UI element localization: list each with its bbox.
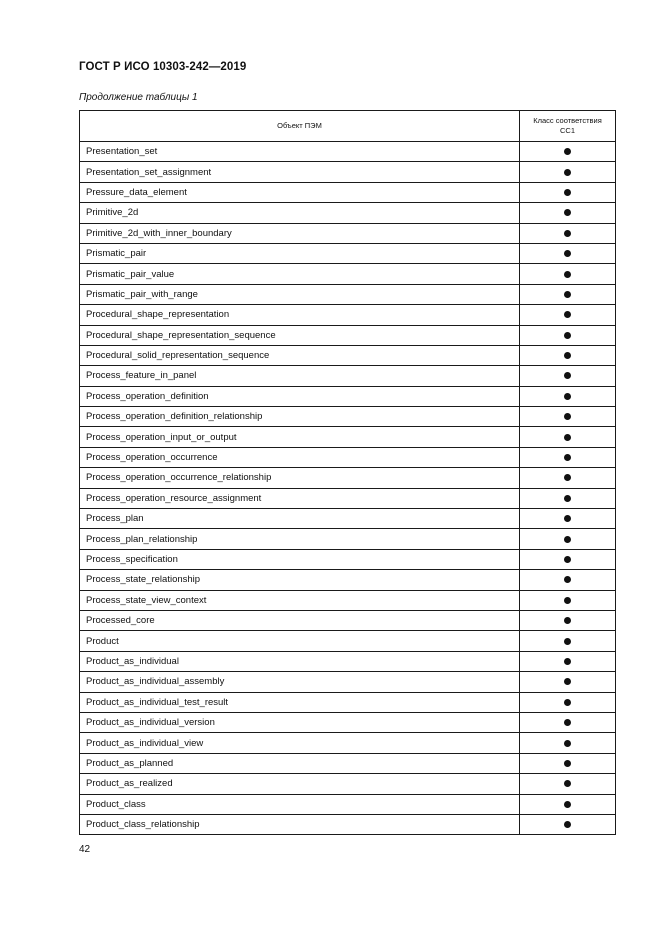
table-row bbox=[80, 284, 616, 304]
table-header-row bbox=[80, 111, 616, 142]
filled-circle-icon bbox=[564, 372, 571, 379]
table-row bbox=[80, 610, 616, 630]
filled-circle-icon bbox=[564, 821, 571, 828]
entity-name-cell: Process_operation_occurrence bbox=[80, 447, 520, 467]
entity-name-cell: Product_class_relationship bbox=[80, 814, 520, 834]
entity-name-cell: Process_operation_input_or_output bbox=[80, 427, 520, 447]
cc1-mark-cell bbox=[520, 774, 616, 794]
cc1-mark-cell bbox=[520, 447, 616, 467]
entity-name-cell: Product_as_individual bbox=[80, 651, 520, 671]
table-row bbox=[80, 774, 616, 794]
filled-circle-icon bbox=[564, 148, 571, 155]
column-header-class-line2: СС1 bbox=[559, 126, 575, 135]
filled-circle-icon bbox=[564, 780, 571, 787]
filled-circle-icon bbox=[564, 434, 571, 441]
cc1-mark-cell bbox=[520, 325, 616, 345]
table-row bbox=[80, 142, 616, 162]
table-row bbox=[80, 814, 616, 834]
column-header-class-line1: Класс соответствия bbox=[533, 116, 602, 125]
entity-name-cell: Pressure_data_element bbox=[80, 182, 520, 202]
cc1-mark-cell bbox=[520, 509, 616, 529]
entity-name-cell: Process_operation_definition bbox=[80, 386, 520, 406]
table-row bbox=[80, 427, 616, 447]
entity-name-cell: Procedural_shape_representation_sequence bbox=[80, 325, 520, 345]
entity-name-cell: Presentation_set_assignment bbox=[80, 162, 520, 182]
filled-circle-icon bbox=[564, 576, 571, 583]
cc1-mark-cell bbox=[520, 243, 616, 263]
entity-name-cell: Product_as_individual_view bbox=[80, 733, 520, 753]
table-row bbox=[80, 345, 616, 365]
table-row bbox=[80, 712, 616, 732]
entity-name-cell: Procedural_solid_representation_sequence bbox=[80, 345, 520, 365]
entity-name-cell: Procedural_shape_representation bbox=[80, 305, 520, 325]
filled-circle-icon bbox=[564, 495, 571, 502]
filled-circle-icon bbox=[564, 638, 571, 645]
filled-circle-icon bbox=[564, 291, 571, 298]
table-row bbox=[80, 447, 616, 467]
entity-name-cell: Process_feature_in_panel bbox=[80, 366, 520, 386]
table-row bbox=[80, 794, 616, 814]
filled-circle-icon bbox=[564, 536, 571, 543]
cc1-mark-cell bbox=[520, 529, 616, 549]
table-row bbox=[80, 692, 616, 712]
table-row bbox=[80, 325, 616, 345]
table-row bbox=[80, 529, 616, 549]
cc1-mark-cell bbox=[520, 407, 616, 427]
filled-circle-icon bbox=[564, 617, 571, 624]
cc1-mark-cell bbox=[520, 672, 616, 692]
cc1-mark-cell bbox=[520, 692, 616, 712]
cc1-mark-cell bbox=[520, 631, 616, 651]
cc1-mark-cell bbox=[520, 468, 616, 488]
filled-circle-icon bbox=[564, 230, 571, 237]
filled-circle-icon bbox=[564, 658, 571, 665]
filled-circle-icon bbox=[564, 699, 571, 706]
column-header-entity: Объект ПЭМ bbox=[80, 111, 520, 142]
table-row bbox=[80, 651, 616, 671]
entity-name-cell: Process_specification bbox=[80, 549, 520, 569]
cc1-mark-cell bbox=[520, 651, 616, 671]
filled-circle-icon bbox=[564, 719, 571, 726]
cc1-mark-cell bbox=[520, 610, 616, 630]
entity-name-cell: Process_operation_definition_relationship bbox=[80, 407, 520, 427]
cc1-mark-cell bbox=[520, 427, 616, 447]
entity-name-cell: Process_operation_occurrence_relationship bbox=[80, 468, 520, 488]
entity-name-cell: Product_as_planned bbox=[80, 753, 520, 773]
entity-name-cell: Presentation_set bbox=[80, 142, 520, 162]
filled-circle-icon bbox=[564, 760, 571, 767]
entity-name-cell: Product_as_realized bbox=[80, 774, 520, 794]
table-row bbox=[80, 733, 616, 753]
cc1-mark-cell bbox=[520, 733, 616, 753]
cc1-mark-cell bbox=[520, 264, 616, 284]
table-row bbox=[80, 549, 616, 569]
cc1-mark-cell bbox=[520, 488, 616, 508]
filled-circle-icon bbox=[564, 352, 571, 359]
table-caption: Продолжение таблицы 1 bbox=[79, 92, 198, 103]
filled-circle-icon bbox=[564, 556, 571, 563]
entity-name-cell: Process_state_view_context bbox=[80, 590, 520, 610]
entity-name-cell: Primitive_2d_with_inner_boundary bbox=[80, 223, 520, 243]
column-header-conformance-class bbox=[520, 111, 616, 142]
table-row bbox=[80, 468, 616, 488]
filled-circle-icon bbox=[564, 169, 571, 176]
entity-name-cell: Product bbox=[80, 631, 520, 651]
filled-circle-icon bbox=[564, 189, 571, 196]
cc1-mark-cell bbox=[520, 203, 616, 223]
cc1-mark-cell bbox=[520, 814, 616, 834]
entity-name-cell: Product_as_individual_assembly bbox=[80, 672, 520, 692]
table-row bbox=[80, 223, 616, 243]
table-row bbox=[80, 305, 616, 325]
filled-circle-icon bbox=[564, 515, 571, 522]
cc1-mark-cell bbox=[520, 753, 616, 773]
entity-name-cell: Product_as_individual_test_result bbox=[80, 692, 520, 712]
cc1-mark-cell bbox=[520, 223, 616, 243]
table-row bbox=[80, 590, 616, 610]
filled-circle-icon bbox=[564, 332, 571, 339]
table-row bbox=[80, 203, 616, 223]
filled-circle-icon bbox=[564, 740, 571, 747]
cc1-mark-cell bbox=[520, 305, 616, 325]
filled-circle-icon bbox=[564, 209, 571, 216]
table-row bbox=[80, 366, 616, 386]
entity-name-cell: Primitive_2d bbox=[80, 203, 520, 223]
filled-circle-icon bbox=[564, 678, 571, 685]
entity-name-cell: Process_plan_relationship bbox=[80, 529, 520, 549]
table-body bbox=[80, 142, 616, 835]
cc1-mark-cell bbox=[520, 570, 616, 590]
table-row bbox=[80, 243, 616, 263]
filled-circle-icon bbox=[564, 393, 571, 400]
entity-name-cell: Product_as_individual_version bbox=[80, 712, 520, 732]
cc1-mark-cell bbox=[520, 549, 616, 569]
cc1-mark-cell bbox=[520, 284, 616, 304]
table-row bbox=[80, 386, 616, 406]
cc1-mark-cell bbox=[520, 386, 616, 406]
entity-name-cell: Product_class bbox=[80, 794, 520, 814]
filled-circle-icon bbox=[564, 801, 571, 808]
table-row bbox=[80, 672, 616, 692]
cc1-mark-cell bbox=[520, 712, 616, 732]
page-number: 42 bbox=[79, 844, 91, 855]
table-row bbox=[80, 162, 616, 182]
filled-circle-icon bbox=[564, 597, 571, 604]
cc1-mark-cell bbox=[520, 794, 616, 814]
table-row bbox=[80, 264, 616, 284]
filled-circle-icon bbox=[564, 250, 571, 257]
filled-circle-icon bbox=[564, 271, 571, 278]
filled-circle-icon bbox=[564, 474, 571, 481]
conformance-table bbox=[79, 110, 616, 835]
cc1-mark-cell bbox=[520, 162, 616, 182]
table-row bbox=[80, 509, 616, 529]
entity-name-cell: Process_plan bbox=[80, 509, 520, 529]
table-row bbox=[80, 407, 616, 427]
document-header: ГОСТ Р ИСО 10303-242—2019 bbox=[79, 61, 247, 73]
table-row bbox=[80, 631, 616, 651]
cc1-mark-cell bbox=[520, 182, 616, 202]
table-row bbox=[80, 182, 616, 202]
cc1-mark-cell bbox=[520, 142, 616, 162]
table-row bbox=[80, 570, 616, 590]
filled-circle-icon bbox=[564, 454, 571, 461]
entity-name-cell: Prismatic_pair bbox=[80, 243, 520, 263]
cc1-mark-cell bbox=[520, 345, 616, 365]
cc1-mark-cell bbox=[520, 590, 616, 610]
filled-circle-icon bbox=[564, 413, 571, 420]
entity-name-cell: Processed_core bbox=[80, 610, 520, 630]
entity-name-cell: Prismatic_pair_value bbox=[80, 264, 520, 284]
filled-circle-icon bbox=[564, 311, 571, 318]
entity-name-cell: Process_operation_resource_assignment bbox=[80, 488, 520, 508]
table-row bbox=[80, 488, 616, 508]
cc1-mark-cell bbox=[520, 366, 616, 386]
entity-name-cell: Prismatic_pair_with_range bbox=[80, 284, 520, 304]
table-row bbox=[80, 753, 616, 773]
entity-name-cell: Process_state_relationship bbox=[80, 570, 520, 590]
